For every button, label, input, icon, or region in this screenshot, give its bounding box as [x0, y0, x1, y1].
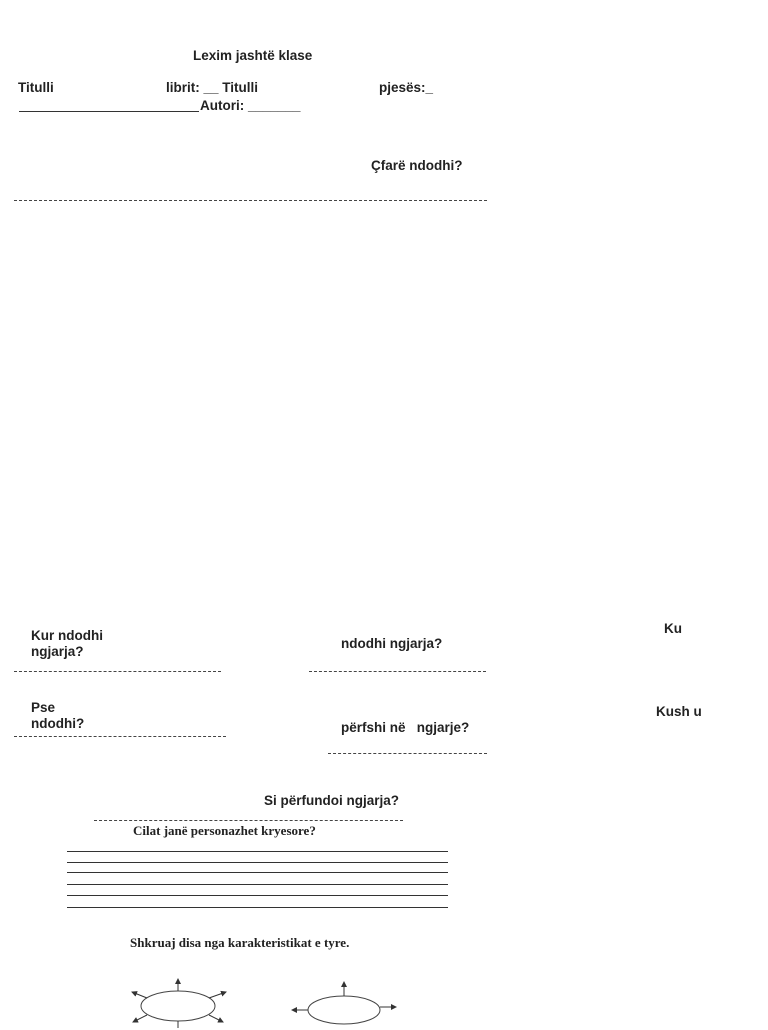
answer-line-when [14, 671, 221, 672]
book-title-label: Titulli [18, 80, 54, 95]
answer-line-end [94, 820, 403, 821]
question-end: Si përfundoi ngjarja? [264, 793, 400, 808]
answer-line-what [14, 200, 487, 201]
answer-line-why [14, 736, 226, 737]
trait-diagram-1 [120, 970, 240, 1030]
question-where-part1: Ku [664, 621, 682, 636]
characters-line-2 [67, 862, 448, 863]
characters-line-3 [67, 872, 448, 873]
characters-line-5 [67, 895, 448, 896]
question-who-part2: përfshi në ngjarje? [341, 720, 470, 735]
question-what: Çfarë ndodhi? [371, 158, 463, 173]
page-title: Lexim jashtë klase [193, 48, 313, 63]
question-where-part2: ndodhi ngjarja? [341, 636, 443, 651]
characters-line-6 [67, 907, 448, 908]
book-label: librit: __ Titulli [166, 80, 259, 95]
characters-line-4 [67, 884, 448, 885]
author-label: Autori: _______ [200, 98, 301, 113]
question-when: Kur ndodhi ngjarja? [31, 628, 103, 659]
book-title-line [19, 111, 199, 112]
part-title-label: pjesës:_ [379, 80, 434, 95]
answer-line-where [309, 671, 486, 672]
answer-line-who [328, 753, 487, 754]
trait-ellipse [141, 991, 215, 1021]
trait-ellipse [308, 996, 380, 1024]
characters-line-1 [67, 851, 448, 852]
question-characters: Cilat janë personazhet kryesore? [133, 823, 316, 838]
question-who-part1: Kush u [656, 704, 702, 719]
instruction-traits: Shkruaj disa nga karakteristikat e tyre. [130, 935, 350, 950]
question-why: Pse ndodhi? [31, 700, 85, 731]
trait-diagram-2 [286, 976, 406, 1026]
